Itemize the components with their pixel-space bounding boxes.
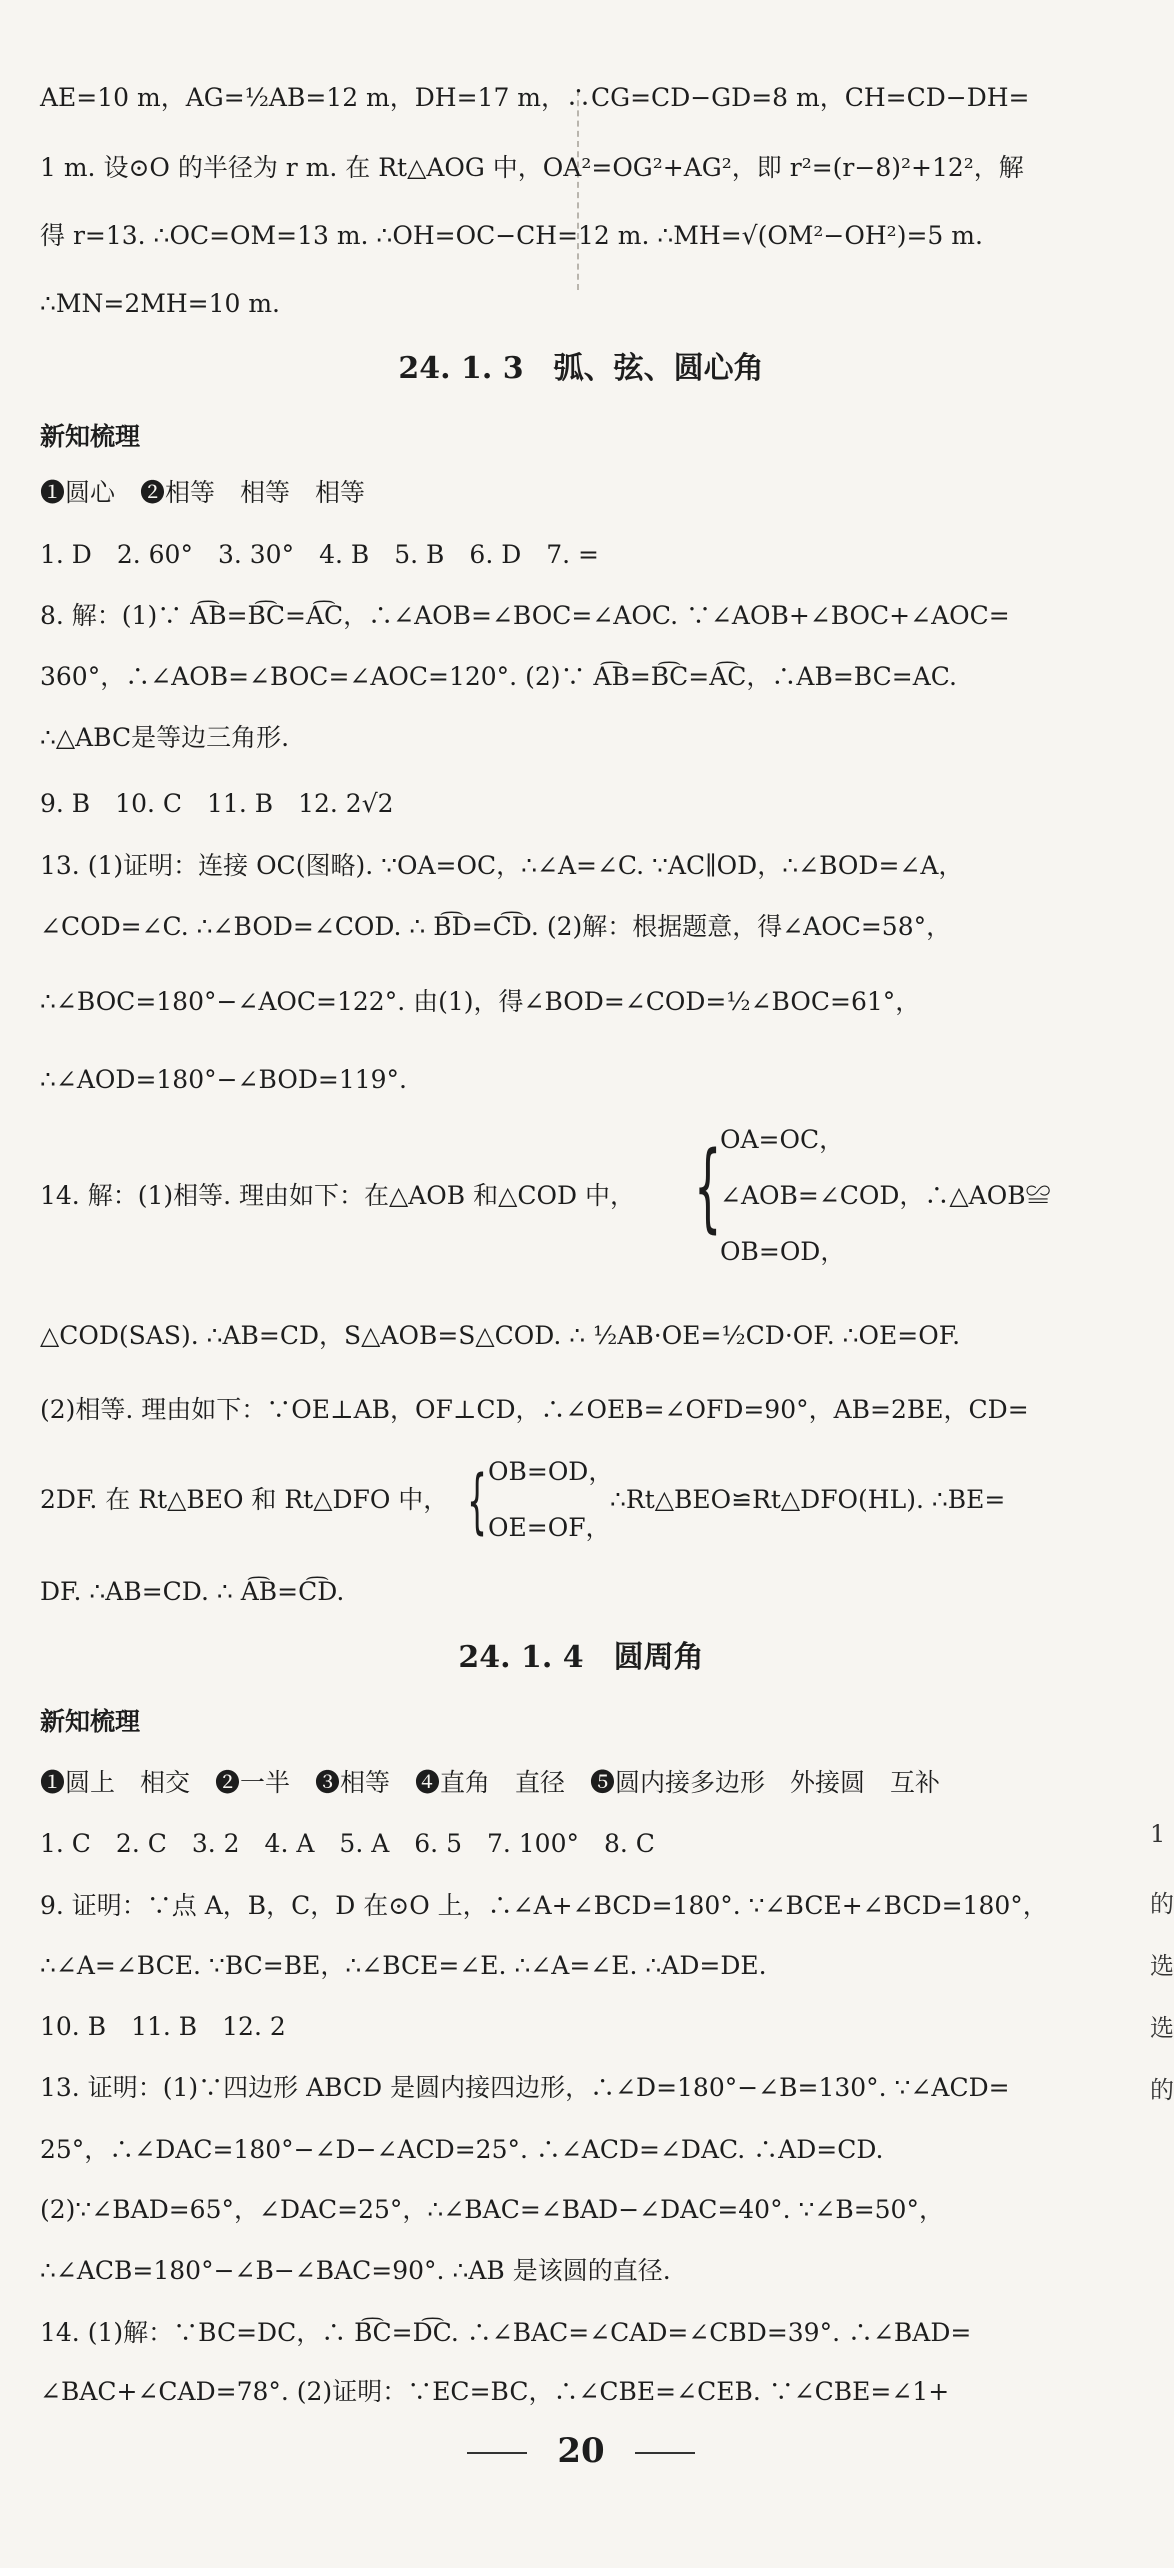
answer-line: △COD(SAS). ∴AB=CD，S△AOB=S△COD. ∴ ½AB·OE=½CD·OF. ∴OE=OF.: [40, 1321, 961, 1350]
answer-line: ∠COD=∠C. ∴∠BOD=∠COD. ∴ B͡D=C͡D. (2)解：根据题意，得∠AOC=58°，: [40, 912, 952, 941]
answer-line: 10. B 11. B 12. 2: [40, 2012, 286, 2041]
system-label: 14. 解：(1)相等. 理由如下：在△AOB 和△COD 中，: [40, 1181, 635, 1210]
answer-line: 1. C 2. C 3. 2 4. A 5. A 6. 5 7. 100° 8. C: [40, 1829, 655, 1858]
system-row: OE=OF，: [488, 1513, 611, 1542]
edge-fragment: 1: [1150, 1820, 1166, 1848]
section-heading: 24. 1. 4 圆周角: [458, 1640, 704, 1675]
answer-line: ∴∠BOC=180°−∠AOC=122°. 由(1)，得∠BOD=∠COD=½∠BOC=61°，: [40, 987, 921, 1016]
answer-line: ∴∠AOD=180°−∠BOD=119°.: [40, 1065, 407, 1094]
edge-fragment: 选: [1150, 1952, 1174, 1980]
system-label: 2DF. 在 Rt△BEO 和 Rt△DFO 中，: [40, 1485, 449, 1514]
equation-system: [40, 1452, 1120, 1552]
system-row: ∠AOB=∠COD，∴△AOB≌: [720, 1181, 1051, 1210]
page-number: [0, 2426, 1162, 2476]
page-number-dash: [635, 2452, 695, 2454]
intro-line: ∴MN=2MH=10 m.: [40, 289, 280, 318]
answer-line: DF. ∴AB=CD. ∴ A͡B=C͡D.: [40, 1577, 345, 1606]
answer-line: 360°，∴∠AOB=∠BOC=∠AOC=120°. (2)∵ A͡B=B͡C=A͡C，∴AB=BC=AC.: [40, 662, 957, 691]
edge-fragment: 的: [1150, 1890, 1174, 1918]
brace-glyph: {: [694, 1131, 722, 1243]
page-number-value: 20: [557, 2431, 605, 2471]
page-number-dash: [467, 2452, 527, 2454]
answer-line: (2)相等. 理由如下：∵OE⊥AB，OF⊥CD，∴∠OEB=∠OFD=90°，AB=2BE，CD=: [40, 1395, 1029, 1424]
edge-fragment: 的: [1150, 2076, 1174, 2104]
answer-line: 13. (1)证明：连接 OC(图略). ∵OA=OC，∴∠A=∠C. ∵AC∥OD，∴∠BOD=∠A，: [40, 851, 964, 880]
edge-fragment: 选: [1150, 2014, 1174, 2042]
intro-line: 1 m. 设⊙O 的半径为 r m. 在 Rt△AOG 中，OA²=OG²+AG²，即 r²=(r−8)²+12²，解: [40, 153, 1024, 182]
answer-line: 8. 解：(1)∵ A͡B=B͡C=A͡C，∴∠AOB=∠BOC=∠AOC. ∵∠AOB+∠BOC+∠AOC=: [40, 601, 1010, 630]
answer-line: 14. (1)解：∵BC=DC，∴ B͡C=D͡C. ∴∠BAC=∠CAD=∠CBD=39°. ∴∠BAD=: [40, 2318, 972, 2347]
answer-line: 1. D 2. 60° 3. 30° 4. B 5. B 6. D 7. =: [40, 540, 599, 569]
answer-line: 9. B 10. C 11. B 12. 2√2: [40, 789, 394, 818]
equation-system: [40, 1120, 1120, 1270]
answer-line: 25°，∴∠DAC=180°−∠D−∠ACD=25°. ∴∠ACD=∠DAC. ∴AD=CD.: [40, 2135, 884, 2164]
intro-line: AE=10 m，AG=½AB=12 m，DH=17 m，∴CG=CD−GD=8 m，CH=CD−DH=: [40, 83, 1030, 112]
answer-line: 13. 证明：(1)∵四边形 ABCD 是圆内接四边形，∴∠D=180°−∠B=130°. ∵∠ACD=: [40, 2073, 1010, 2102]
answer-line: ∴∠A=∠BCE. ∵BC=BE，∴∠BCE=∠E. ∴∠A=∠E. ∴AD=DE.: [40, 1951, 767, 1980]
system-tail: ∴Rt△BEO≌Rt△DFO(HL). ∴BE=: [610, 1485, 1006, 1514]
system-row: OB=OD，: [488, 1457, 614, 1486]
system-row: OB=OD，: [720, 1237, 846, 1266]
answer-line: ∴△ABC是等边三角形.: [40, 723, 290, 752]
answer-line: ❶圆上 相交 ❷一半 ❸相等 ❹直角 直径 ❺圆内接多边形 外接圆 互补: [40, 1768, 941, 1797]
section-subheading: 新知梳理: [40, 1707, 141, 1736]
section-subheading: 新知梳理: [40, 422, 141, 451]
fold-mark: [577, 90, 579, 290]
answer-line: ∴∠ACB=180°−∠B−∠BAC=90°. ∴AB 是该圆的直径.: [40, 2256, 671, 2285]
answer-line: (2)∵∠BAD=65°，∠DAC=25°，∴∠BAC=∠BAD−∠DAC=40°. ∵∠B=50°，: [40, 2195, 944, 2224]
answer-line: 9. 证明：∵点 A，B，C，D 在⊙O 上，∴∠A+∠BCD=180°. ∵∠BCE+∠BCD=180°，: [40, 1891, 1048, 1920]
answer-line: ∠BAC+∠CAD=78°. (2)证明：∵EC=BC，∴∠CBE=∠CEB. ∵∠CBE=∠1+: [40, 2377, 950, 2406]
answer-line: ❶圆心 ❷相等 相等 相等: [40, 478, 366, 507]
brace-glyph: {: [467, 1460, 488, 1542]
section-heading: 24. 1. 3 弧、弦、圆心角: [398, 351, 764, 386]
system-row: OA=OC，: [720, 1125, 845, 1154]
intro-line: 得 r=13. ∴OC=OM=13 m. ∴OH=OC−CH=12 m. ∴MH=√(OM²−OH²)=5 m.: [40, 221, 983, 250]
